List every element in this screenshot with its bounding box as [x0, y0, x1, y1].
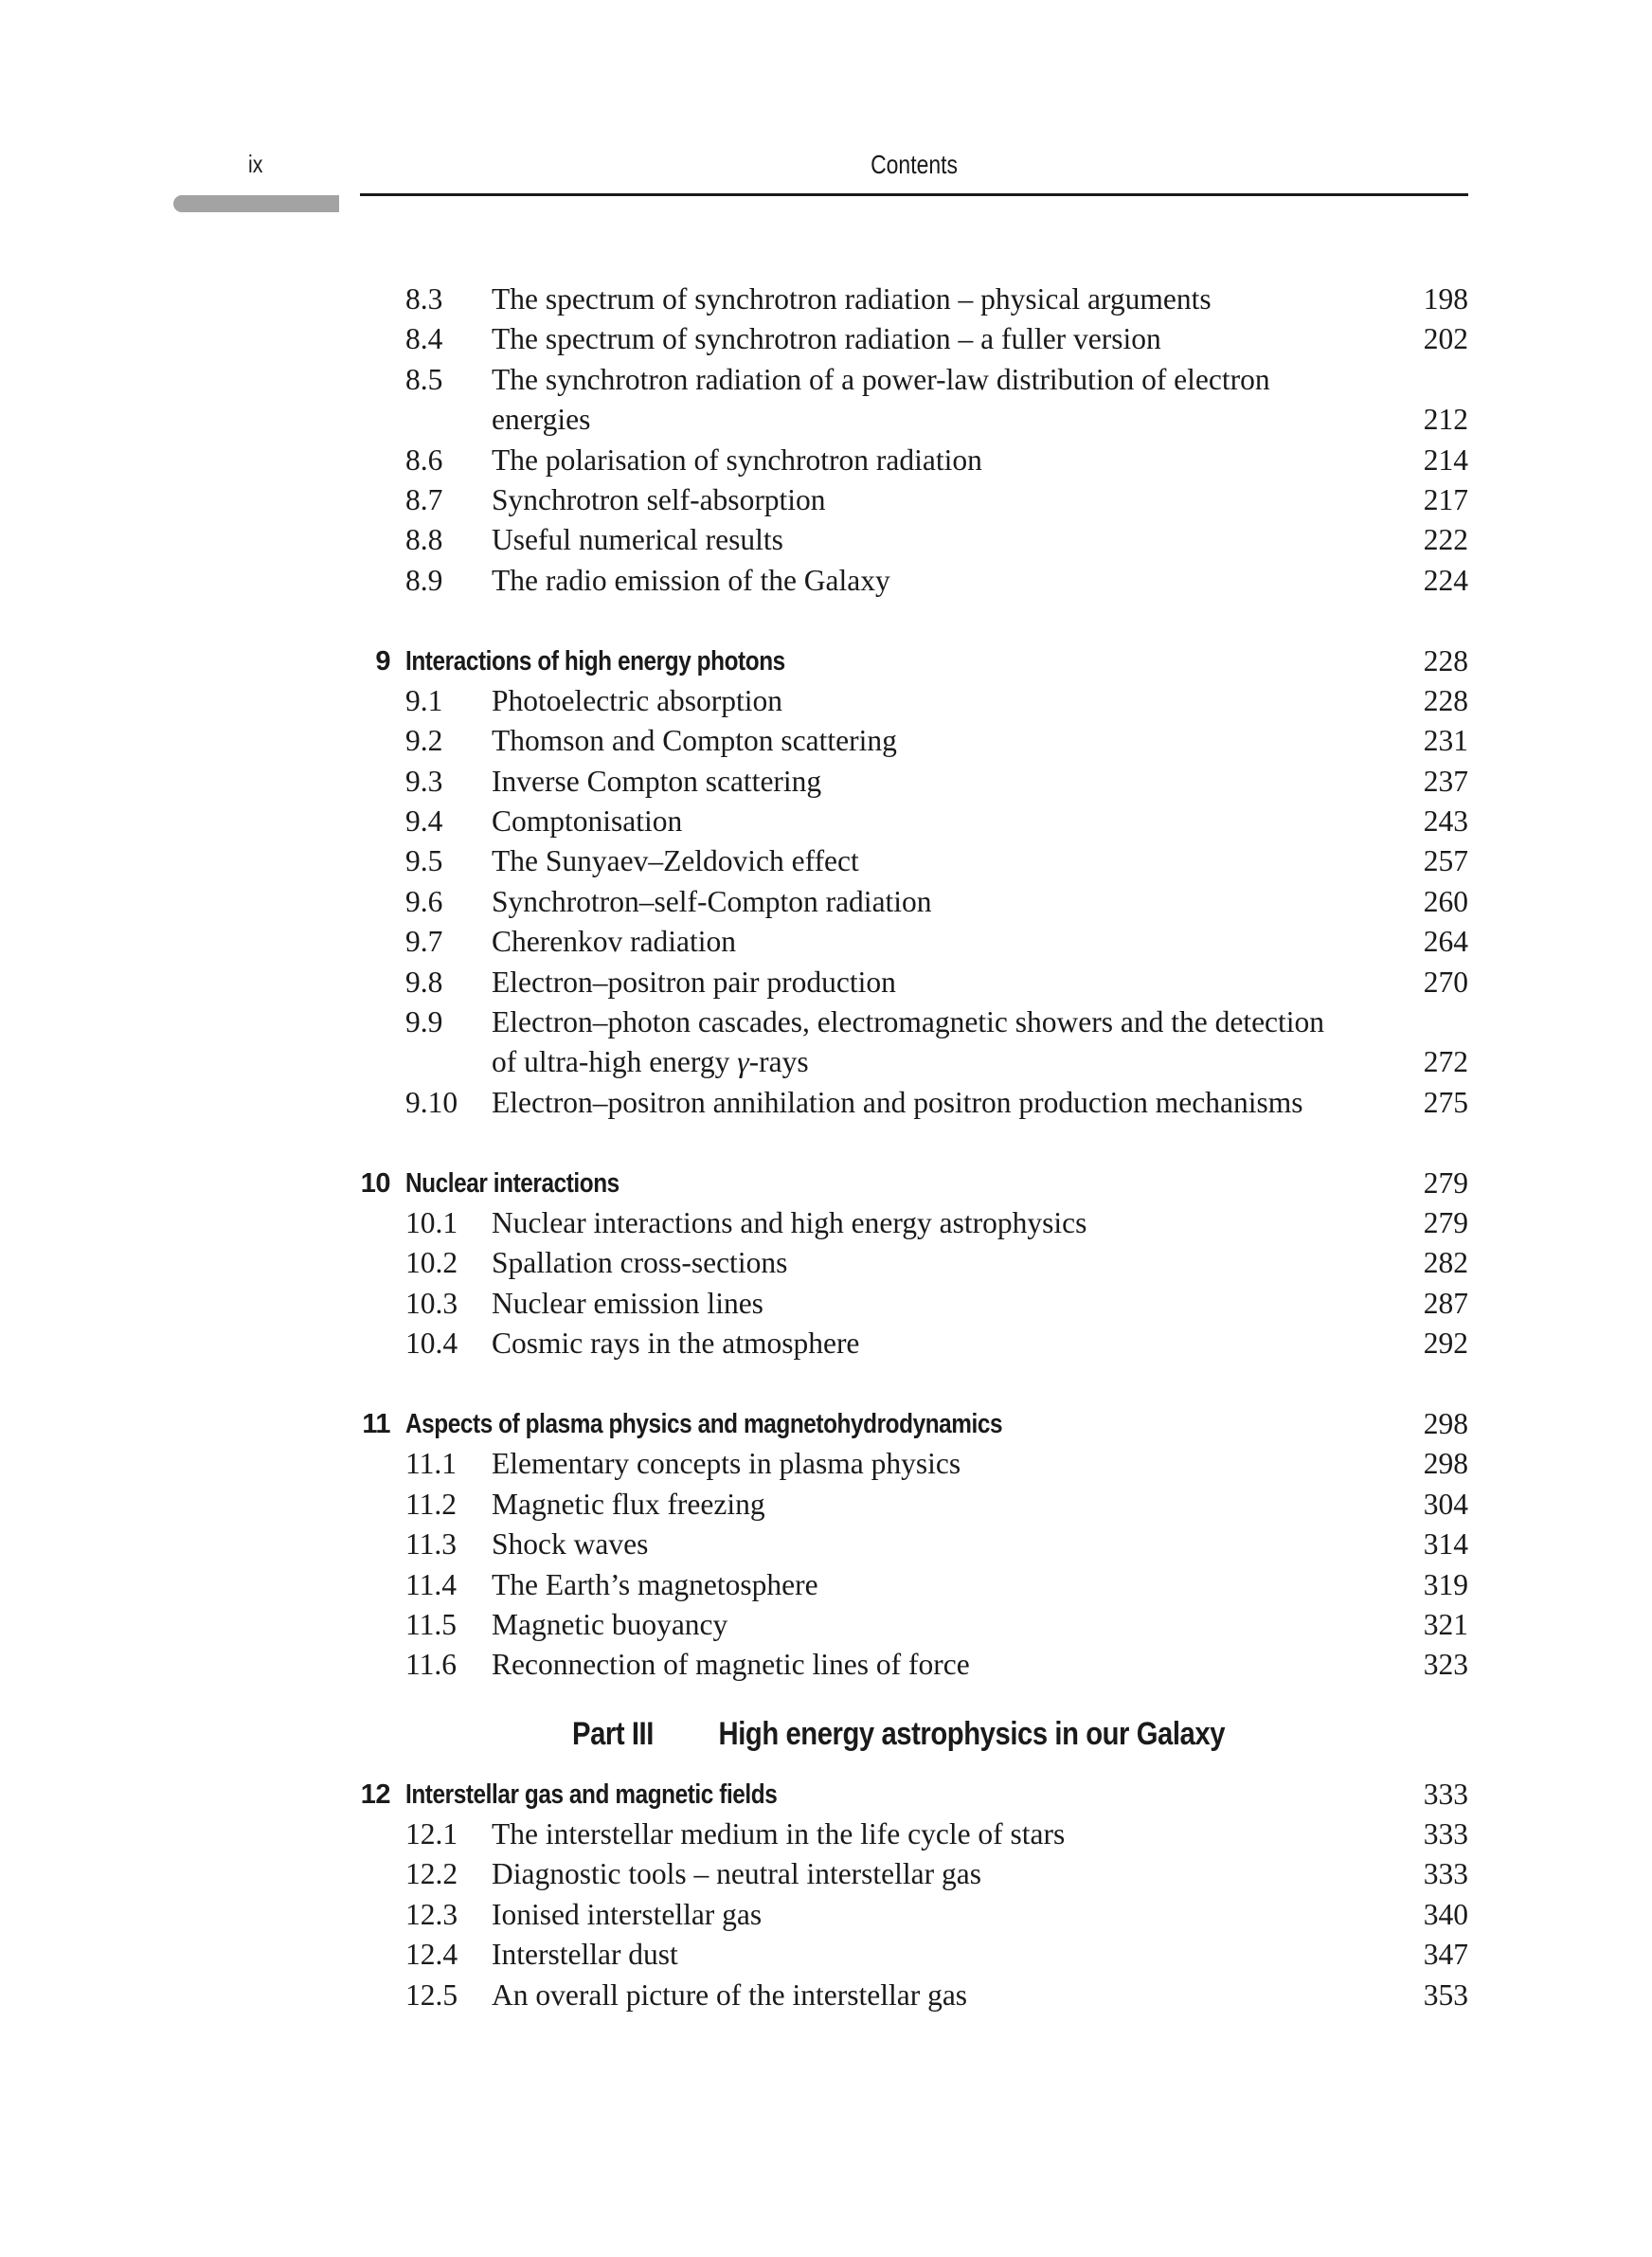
toc-section-9-7[interactable]	[0, 922, 1652, 962]
toc-section-9-3[interactable]	[0, 762, 1652, 802]
section-number: 11.5	[405, 1607, 457, 1641]
toc-section-11-6[interactable]	[0, 1645, 1652, 1685]
section-page: 340	[1423, 1897, 1468, 1931]
toc-section-9-8[interactable]	[0, 963, 1652, 1002]
toc-section-10-2[interactable]	[0, 1243, 1652, 1283]
section-title: Synchrotron self-absorption	[492, 482, 826, 516]
toc-section-8-4[interactable]	[0, 319, 1652, 359]
toc-section-12-1[interactable]	[0, 1815, 1652, 1854]
table-of-contents	[0, 280, 1652, 2015]
section-page: 304	[1423, 1487, 1468, 1521]
section-title: Ionised interstellar gas	[492, 1897, 763, 1931]
section-title: Elementary concepts in plasma physics	[492, 1447, 961, 1481]
toc-section-9-9[interactable]	[0, 1002, 1652, 1042]
title-text-pre: of ultra-high energy	[492, 1045, 738, 1079]
chapter-number: 11	[362, 1408, 390, 1439]
toc-section-9-2[interactable]	[0, 721, 1652, 761]
section-number: 9.3	[405, 764, 443, 798]
section-page: 272	[1423, 1045, 1468, 1079]
section-number: 12.4	[405, 1938, 458, 1972]
section-title: Magnetic flux freezing	[492, 1487, 765, 1521]
section-title: The polarisation of synchrotron radiation	[492, 442, 982, 477]
chapter-page: 279	[1423, 1165, 1468, 1200]
section-title: Inverse Compton scattering	[492, 764, 822, 798]
section-page: 333	[1423, 1857, 1468, 1891]
grey-bar	[173, 195, 339, 212]
section-page: 202	[1423, 322, 1468, 356]
section-title: Diagnostic tools – neutral interstellar gas	[492, 1857, 981, 1891]
section-number: 8.5	[405, 362, 443, 396]
section-title: The spectrum of synchrotron radiation – physical arguments	[492, 282, 1212, 316]
chapter-number: 10	[360, 1167, 390, 1199]
chapter-number: 12	[360, 1779, 390, 1810]
section-number: 9.9	[405, 1005, 443, 1039]
toc-section-11-2[interactable]	[0, 1485, 1652, 1525]
toc-section-8-5-cont[interactable]	[0, 400, 1652, 440]
section-title: Comptonisation	[492, 804, 683, 839]
section-page: 212	[1423, 403, 1468, 437]
toc-section-10-4[interactable]	[0, 1324, 1652, 1363]
part-label: Part III	[572, 1715, 655, 1752]
toc-chapter-12[interactable]	[0, 1775, 1652, 1815]
toc-section-8-3[interactable]	[0, 280, 1652, 319]
section-page: 264	[1423, 925, 1468, 959]
section-number: 12.5	[405, 1977, 458, 2012]
section-title-continued: energies	[492, 403, 591, 437]
section-number: 8.4	[405, 322, 443, 356]
toc-section-12-4[interactable]	[0, 1935, 1652, 1975]
section-title: Photoelectric absorption	[492, 683, 783, 717]
section-title: The spectrum of synchrotron radiation – a fuller version	[492, 322, 1161, 356]
section-title: An overall picture of the interstellar gas	[492, 1977, 968, 2012]
section-page: 260	[1423, 884, 1468, 918]
chapter-page: 333	[1423, 1777, 1468, 1811]
section-number: 12.3	[405, 1897, 458, 1931]
section-title: Cosmic rays in the atmosphere	[492, 1327, 860, 1361]
part-heading[interactable]	[0, 1703, 1652, 1765]
running-head	[360, 150, 1468, 180]
toc-section-11-4[interactable]	[0, 1565, 1652, 1605]
section-title: Electron–positron pair production	[492, 965, 896, 999]
section-page: 198	[1423, 282, 1468, 316]
section-title: Reconnection of magnetic lines of force	[492, 1648, 970, 1682]
chapter-title: Interactions of high energy photons	[405, 645, 785, 677]
title-text-post: -rays	[748, 1045, 809, 1079]
section-number: 9.8	[405, 965, 443, 999]
section-title: Nuclear interactions and high energy astrophysics	[492, 1205, 1087, 1239]
section-number: 12.2	[405, 1857, 458, 1891]
section-number: 9.10	[405, 1085, 458, 1119]
section-number: 10.4	[405, 1327, 458, 1361]
section-number: 9.4	[405, 804, 443, 839]
section-number: 9.7	[405, 925, 443, 959]
chapter-page: 228	[1423, 643, 1468, 677]
section-number: 8.3	[405, 282, 443, 316]
chapter-number: 9	[375, 645, 390, 677]
page-number: ix	[248, 150, 263, 178]
toc-section-9-1[interactable]	[0, 681, 1652, 721]
section-number: 10.1	[405, 1205, 458, 1239]
section-number: 11.3	[405, 1527, 457, 1562]
section-number: 10.2	[405, 1246, 458, 1280]
section-number: 12.1	[405, 1817, 458, 1851]
toc-section-9-6[interactable]	[0, 882, 1652, 922]
section-page: 321	[1423, 1607, 1468, 1641]
section-title: Interstellar dust	[492, 1938, 678, 1972]
toc-section-11-1[interactable]	[0, 1444, 1652, 1484]
section-title: Thomson and Compton scattering	[492, 724, 897, 758]
section-number: 11.4	[405, 1567, 457, 1601]
section-title: The radio emission of the Galaxy	[492, 563, 890, 597]
section-page: 217	[1423, 482, 1468, 516]
section-title: Spallation cross-sections	[492, 1246, 788, 1280]
section-page: 319	[1423, 1567, 1468, 1601]
section-number: 9.6	[405, 884, 443, 918]
chapter-title: Nuclear interactions	[405, 1167, 620, 1199]
section-title: The interstellar medium in the life cycle of stars	[492, 1817, 1066, 1851]
section-page: 347	[1423, 1938, 1468, 1972]
chapter-title: Interstellar gas and magnetic fields	[405, 1779, 778, 1810]
section-title: Shock waves	[492, 1527, 649, 1562]
section-number: 8.6	[405, 442, 443, 477]
section-title: The Earth’s magnetosphere	[492, 1567, 818, 1601]
section-number: 8.9	[405, 563, 443, 597]
section-page: 231	[1423, 724, 1468, 758]
toc-section-8-9[interactable]	[0, 561, 1652, 601]
section-page: 224	[1423, 563, 1468, 597]
toc-section-11-5[interactable]	[0, 1605, 1652, 1645]
section-title: Electron–positron annihilation and positron production mechanisms	[492, 1085, 1303, 1119]
section-title: Magnetic buoyancy	[492, 1607, 728, 1641]
section-page: 237	[1423, 764, 1468, 798]
toc-section-10-3[interactable]	[0, 1284, 1652, 1324]
section-number: 10.3	[405, 1286, 458, 1320]
toc-section-8-6[interactable]	[0, 441, 1652, 480]
section-page: 279	[1423, 1205, 1468, 1239]
section-page: 298	[1423, 1447, 1468, 1481]
section-title: Nuclear emission lines	[492, 1286, 763, 1320]
section-page: 270	[1423, 965, 1468, 999]
section-title: Cherenkov radiation	[492, 925, 737, 959]
toc-section-9-5[interactable]	[0, 841, 1652, 881]
section-page: 275	[1423, 1085, 1468, 1119]
section-page: 257	[1423, 844, 1468, 878]
section-number: 8.8	[405, 523, 443, 557]
toc-section-9-10[interactable]	[0, 1083, 1652, 1123]
section-title: The synchrotron radiation of a power-law distribution of electron	[492, 362, 1270, 396]
section-page: 292	[1423, 1327, 1468, 1361]
toc-section-12-3[interactable]	[0, 1895, 1652, 1935]
toc-chapter-10[interactable]	[0, 1164, 1652, 1203]
toc-section-10-1[interactable]	[0, 1203, 1652, 1243]
section-number: 8.7	[405, 482, 443, 516]
running-head-text: Contents	[871, 150, 958, 179]
section-number: 9.1	[405, 683, 443, 717]
section-number: 11.6	[405, 1648, 457, 1682]
chapter-page: 298	[1423, 1406, 1468, 1440]
section-title: The Sunyaev–Zeldovich effect	[492, 844, 859, 878]
section-page: 353	[1423, 1977, 1468, 2012]
part-title: High energy astrophysics in our Galaxy	[718, 1715, 1226, 1752]
section-title: Synchrotron–self-Compton radiation	[492, 884, 932, 918]
toc-section-8-5[interactable]	[0, 360, 1652, 400]
header-rule	[360, 193, 1468, 196]
toc-chapter-11[interactable]	[0, 1404, 1652, 1444]
toc-section-12-2[interactable]	[0, 1854, 1652, 1894]
toc-section-9-4[interactable]	[0, 802, 1652, 841]
section-title: Electron–photon cascades, electromagnetic showers and the detection	[492, 1005, 1325, 1039]
section-title-continued	[492, 1042, 809, 1082]
toc-section-11-3[interactable]	[0, 1525, 1652, 1564]
section-page: 243	[1423, 804, 1468, 839]
section-number: 11.1	[405, 1447, 457, 1481]
section-page: 228	[1423, 683, 1468, 717]
section-page: 222	[1423, 523, 1468, 557]
section-number: 11.2	[405, 1487, 457, 1521]
toc-section-8-7[interactable]	[0, 480, 1652, 520]
section-page: 287	[1423, 1286, 1468, 1320]
section-page: 333	[1423, 1817, 1468, 1851]
toc-chapter-9[interactable]	[0, 641, 1652, 681]
chapter-title: Aspects of plasma physics and magnetohydrodynamics	[405, 1408, 1003, 1439]
gamma-symbol: γ	[737, 1045, 749, 1079]
section-title: Useful numerical results	[492, 523, 783, 557]
toc-section-8-8[interactable]	[0, 520, 1652, 560]
section-page: 214	[1423, 442, 1468, 477]
section-number: 9.2	[405, 724, 443, 758]
section-number: 9.5	[405, 844, 443, 878]
toc-section-9-9-cont[interactable]	[0, 1042, 1652, 1082]
section-page: 314	[1423, 1527, 1468, 1562]
section-page: 282	[1423, 1246, 1468, 1280]
toc-section-12-5[interactable]	[0, 1976, 1652, 2015]
section-page: 323	[1423, 1648, 1468, 1682]
